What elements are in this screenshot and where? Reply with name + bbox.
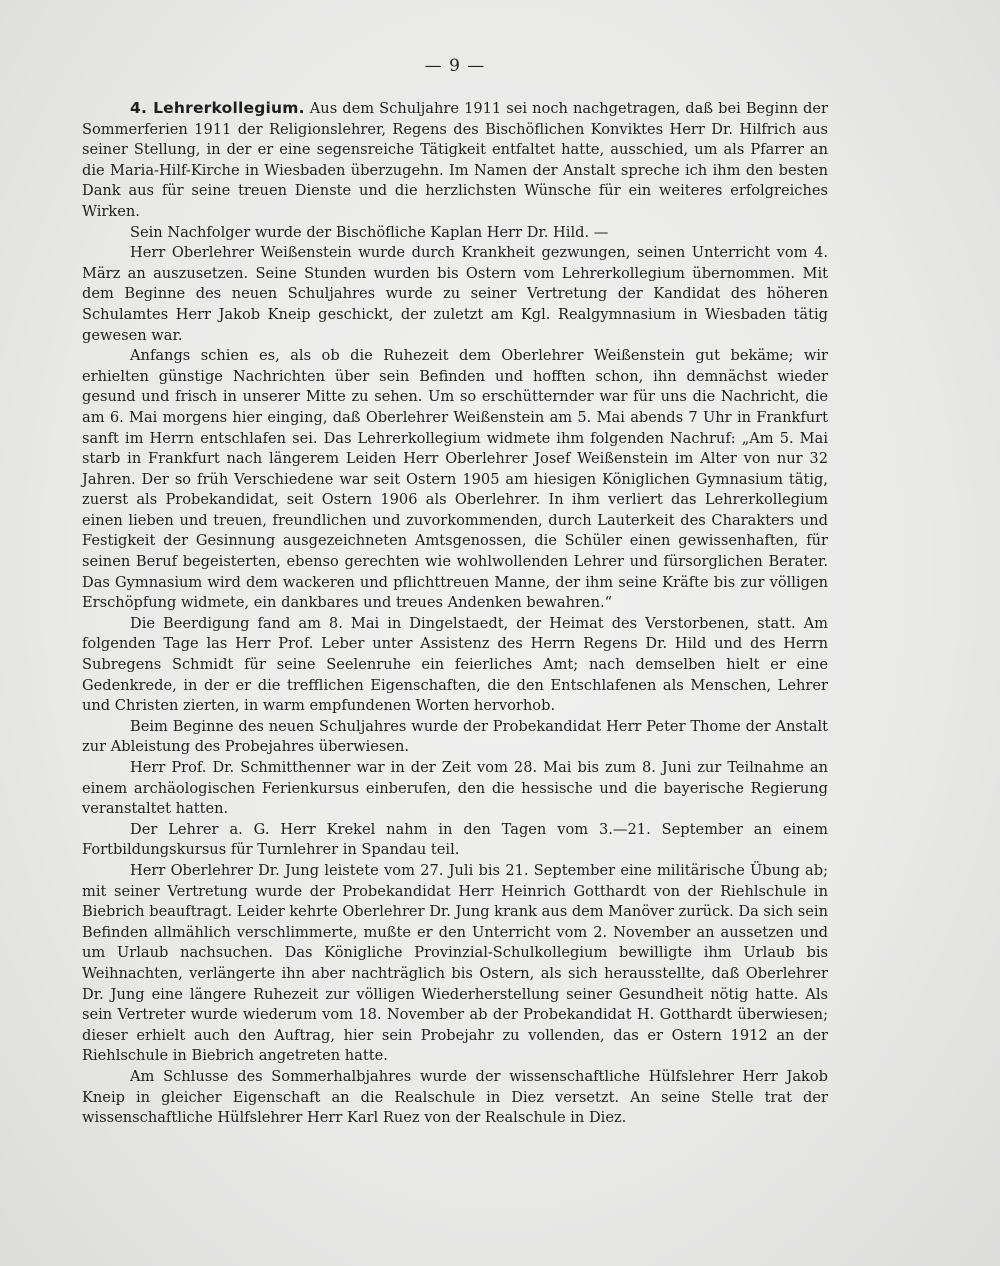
- paragraph: [82, 98, 828, 223]
- paragraph: Der Lehrer a. G. Herr Krekel nahm in den Tagen vom 3.—21. September an einem Fortbildungskursus für Turnlehrer in Spandau teil.: [82, 820, 828, 859]
- page-number: — 9 —: [424, 56, 486, 76]
- section-body: [82, 98, 828, 1129]
- paragraph: Herr Prof. Dr. Schmitthenner war in der Zeit vom 28. Mai bis zum 8. Juni zur Teilnahme an einem archäologischen Ferienkursus einberufen, den die hessische und die bayerische Regierung veranstaltet hatten.: [82, 759, 828, 818]
- paragraph: Herr Oberlehrer Weißenstein wurde durch Krankheit gezwungen, seinen Unterricht vom 4. März an auszusetzen. Seine Stunden wurden bis Ostern vom Lehrerkollegium übernommen. Mit dem Beginne des neuen Schuljahres wurde zu seiner Vertretung der Kandidat des höheren Schulamtes Herr Jakob Kneip geschickt, der zuletzt am Kgl. Realgymnasium in Wiesbaden tätig gewesen war.: [82, 244, 828, 344]
- paragraph: Sein Nachfolger wurde der Bischöfliche Kaplan Herr Dr. Hild. —: [130, 223, 609, 241]
- section-heading: 4. Lehrerkollegium.: [130, 99, 305, 117]
- paragraph: Die Beerdigung fand am 8. Mai in Dingelstaedt, der Heimat des Verstorbenen, statt. Am folgenden Tage las Herr Prof. Leber unter Assistenz des Herrn Regens Dr. Hild und des Herrn Subregens Schmidt für seine Seelenruhe ein feierliches Amt; nach demselben hielt er eine Gedenkrede, in der er die trefflichen Eigenschaften, die den Entschlafenen als Menschen, Lehrer und Christen zierten, in warm empfundenen Worten hervorhob.: [82, 614, 828, 715]
- paragraph-text: Aus dem Schuljahre 1911 sei noch nachgetragen, daß bei Beginn der Sommerferien 1911 der Religionslehrer, Regens des Bischöflichen Konviktes Herr Dr. Hilfrich aus seiner Stellung, in der er eine segensreiche Tätigkeit entfaltet hatte, ausschied, um als Pfarrer an die Maria-Hilf-Kirche in Wiesbaden überzugehn. Im Namen der Anstalt spreche ich ihm den besten Dank aus für seine treuen Dienste und die herzlichsten Wünsche für ein weiteres erfolgreiches Wirken.: [82, 100, 829, 220]
- paragraph: Herr Oberlehrer Dr. Jung leistete vom 27. Juli bis 21. September eine militärische Übung ab; mit seiner Vertretung wurde der Probekandidat Herr Heinrich Gotthardt von der Riehlschule in Biebrich beauftragt. Leider kehrte Oberlehrer Dr. Jung krank aus dem Manöver zurück. Da sich sein Befinden allmählich verschlimmerte, mußte er den Unterricht vom 2. November an aussetzen und um Urlaub nachsuchen. Das Königliche Provinzial-Schulkollegium bewilligte ihm Urlaub bis Weihnachten, verlängerte ihn aber nachträglich bis Ostern, als sich herausstellte, daß Oberlehrer Dr. Jung eine längere Ruhezeit zur völligen Wiederherstellung seiner Gesundheit nötig hatte. Als sein Vertreter wurde wiederum vom 18. November ab der Probekandidat H. Gotthardt überwiesen; dieser erhielt auch den Auftrag, hier sein Probejahr zu vollenden, das er Ostern 1912 an der Riehlschule in Biebrich angetreten hatte.: [82, 861, 828, 1065]
- paragraph: Beim Beginne des neuen Schuljahres wurde der Probekandidat Herr Peter Thome der Anstalt zur Ableistung des Probejahres überwiesen.: [82, 717, 828, 756]
- paragraph: Anfangs schien es, als ob die Ruhezeit dem Oberlehrer Weißenstein gut bekäme; wir erhielten günstige Nachrichten über sein Befinden und hofften schon, ihn demnächst wieder gesund und frisch in unserer Mitte zu sehen. Um so erschütternder war für uns die Nachricht, die am 6. Mai morgens hier einging, daß Oberlehrer Weißenstein am 5. Mai abends 7 Uhr in Frankfurt sanft im Herrn entschlafen sei. Das Lehrerkollegium widmete ihm folgenden Nachruf: „Am 5. Mai starb in Frankfurt nach längerem Leiden Herr Oberlehrer Josef Weißenstein im Alter von nur 32 Jahren. Der so früh Verschiedene war seit Ostern 1905 am hiesigen Königlichen Gymnasium tätig, zuerst als Probekandidat, seit Ostern 1906 als Oberlehrer. In ihm verliert das Lehrerkollegium einen lieben und treuen, freundlichen und zuvorkommenden, durch Lauterkeit des Charakters und Festigkeit der Gesinnung ausgezeichneten Amtsgenossen, die Schüler einen gewissenhaften, für seinen Beruf begeisterten, ebenso gerechten wie wohlwollenden Lehrer und fürsorglichen Berater. Das Gymnasium wird dem wackeren und pflichttreuen Manne, der ihm seine Kräfte bis zur völligen Erschöpfung widmete, ein dankbares und treues Andenken bewahren.“: [82, 347, 828, 612]
- paragraph: Am Schlusse des Sommerhalbjahres wurde der wissenschaftliche Hülfslehrer Herr Jakob Kneip in gleicher Eigenschaft an die Realschule in Diez versetzt. An seine Stelle trat der wissenschaftliche Hülfslehrer Herr Karl Ruez von der Realschule in Diez.: [82, 1067, 828, 1127]
